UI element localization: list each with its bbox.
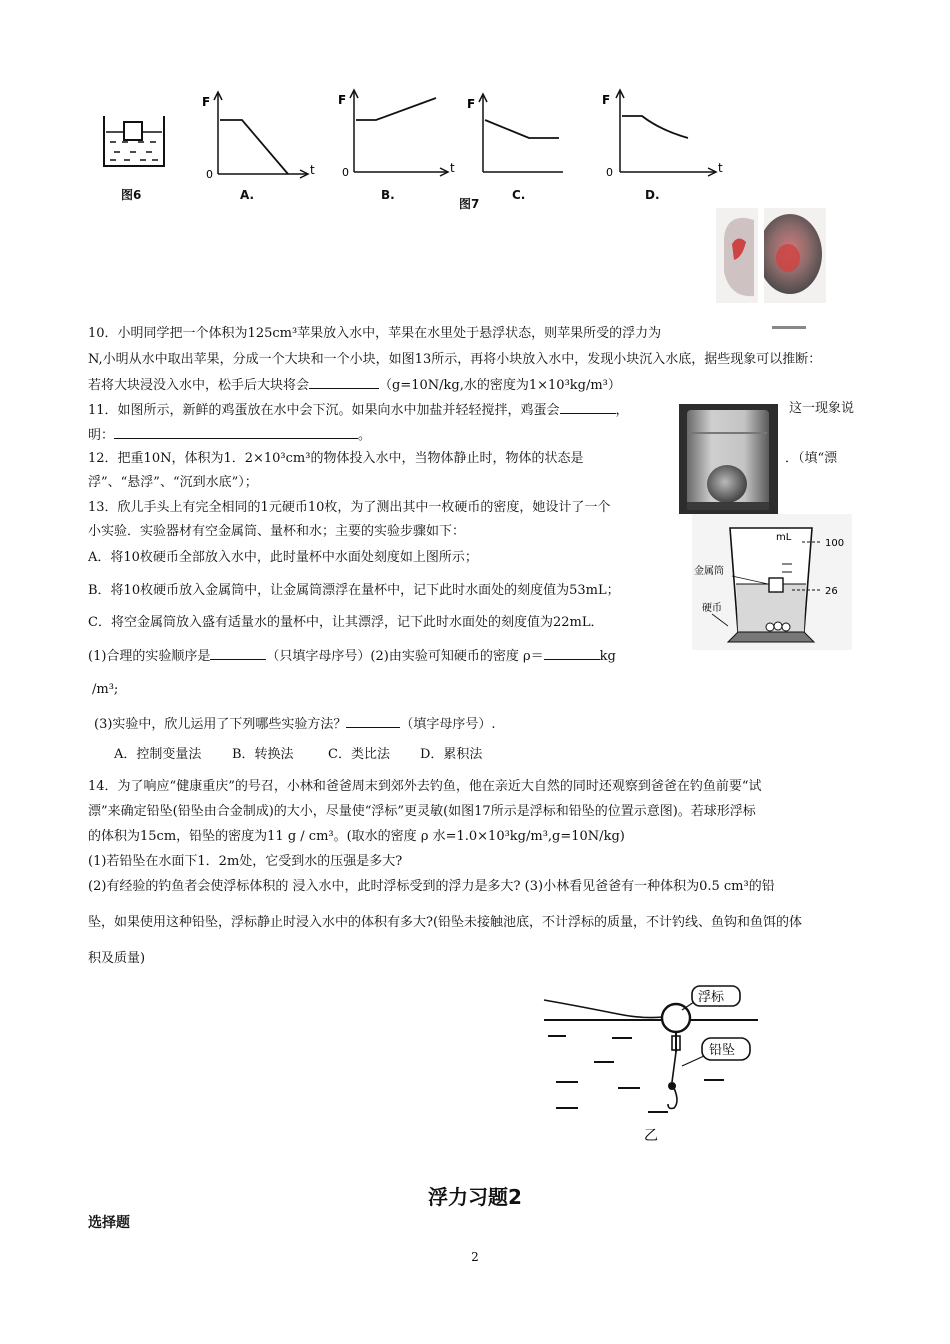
q13-sub3 [94, 714, 496, 734]
float-figure-caption: 乙 [644, 1128, 658, 1143]
graph-d-origin: 0 [606, 166, 613, 179]
q11-line1 [88, 400, 629, 420]
q14-part3: 坠，如果使用这种铅坠，浮标静止时浸入水中的体积有多大?(铅坠未接触池底，不计浮标的质量，不计钓线、鱼钩和鱼饵的体 [88, 915, 803, 930]
apple-photo [716, 208, 826, 303]
graph-a-f: F [202, 95, 211, 109]
q10-line3-text: 若将大块浸没入水中，松手后大块将会 [88, 378, 310, 393]
weight-label: 铅坠 [709, 1043, 736, 1058]
q14-line2: 漂”来确定铅坠(铅坠由合金制成)的大小，尽量使“浮标”更灵敏(如图17所示是浮标和铅坠的位置示意图)。若球形浮标 [88, 804, 756, 819]
q13-order-blank[interactable] [210, 646, 266, 660]
q11-line2-end: 。 [358, 428, 372, 443]
graph-b-t: t [450, 161, 455, 175]
cup-label-tube: 金属筒 [694, 566, 724, 577]
cup-label-coin: 硬币 [702, 603, 722, 614]
q13-choice-b: B．转换法 [232, 747, 294, 762]
q13-density-blank[interactable] [544, 646, 600, 660]
q13-sub3-text: (3)实验中，欣儿运用了下列哪些实验方法？ [94, 717, 347, 732]
q13-sub1-unit-cont: /m³; [92, 682, 119, 697]
q12-line2: 浮”、“悬浮”、“沉到水底”）； [88, 475, 258, 490]
q13-choice-c: C．类比法 [328, 747, 390, 762]
q14-part2: (2)有经验的钓鱼者会使浮标体积的 浸入水中，此时浮标受到的浮力是多大? (3)小林看见爸爸有一种体积为0.5 cm³的铅 [88, 879, 775, 894]
q13-line2: 小实验．实验器材有空金属筒、量杯和水；主要的实验步骤如下： [88, 524, 466, 539]
figure7-label: 图7 [459, 197, 480, 211]
figure6-label: 图6 [121, 188, 142, 202]
figure7-graph-a [200, 88, 320, 183]
q13-sub1 [88, 646, 616, 666]
q11-line1-tail: 这一现象说 [789, 401, 855, 416]
q14-line1: 14．为了响应“健康重庆”的号召，小林和爸爸周末到郊外去钓鱼，他在亲近大自然的同时还观察到爸爸在钓鱼前要“试 [88, 779, 762, 794]
figure6-beaker [100, 112, 170, 172]
q11-line2-text: 明： [88, 428, 115, 443]
q13-line1: 13．欣儿手头上有完全相同的1元硬币10枚，为了测出其中一枚硬币的密度，她设计了一个 [88, 500, 611, 515]
q14-line3: 的体积为15cm，铅坠的密度为11 g / cm³。(取水的密度 ρ 水=1.0×10³kg/m³,g=10N/kg) [88, 829, 625, 844]
q13-method-blank[interactable] [346, 714, 400, 728]
q11-answer-blank-2[interactable] [114, 425, 358, 439]
fishing-float-figure [508, 978, 768, 1143]
apple-photo-shadow [772, 326, 806, 329]
q10-line1: 10．小明同学把一个体积为125cm³苹果放入水中，苹果在水里处于悬浮状态，则苹果所受的浮力为 [88, 326, 662, 341]
graph-a-origin: 0 [206, 168, 213, 181]
graph-a-t: t [310, 163, 315, 177]
section-title: 浮力习题2 [428, 1185, 522, 1209]
q11-line2 [88, 425, 371, 445]
float-label: 浮标 [698, 990, 725, 1005]
graph-d-label: D. [645, 188, 660, 202]
figure7-graph-c [465, 90, 575, 180]
q10-answer-blank[interactable] [309, 375, 379, 389]
graph-b-origin: 0 [342, 166, 349, 179]
graph-c-f: F [467, 97, 476, 111]
q10-line3-note: （g=10N/kg,水的密度为1×10³kg/m³） [379, 378, 621, 393]
q13-sub1-text: (1)合理的实验顺序是 [88, 649, 211, 664]
cup-unit: mL [776, 532, 792, 543]
q10-line3 [88, 375, 621, 395]
q10-line2: N,小明从水中取出苹果，分成一个大块和一个小块，如图13所示，再将小块放入水中，发现小块沉入水底，据些现象可以推断： [88, 352, 822, 367]
graph-b-label: B. [381, 188, 395, 202]
egg-beaker-photo [679, 404, 778, 514]
q13-choice-a: A．控制变量法 [114, 747, 202, 762]
figure7-graph-b [336, 86, 461, 181]
figure7-graph-d [600, 86, 730, 181]
measuring-cup-figure [692, 514, 852, 650]
cup-mark-26: 26 [825, 586, 838, 597]
graph-b-f: F [338, 93, 347, 107]
q11-line1-text: 11．如图所示，新鲜的鸡蛋放在水中会下沉。如果向水中加盐并轻轻搅拌，鸡蛋会 [88, 403, 560, 418]
q12-line1: 12．把重10N，体积为1．2×10³cm³的物体投入水中，当物体静止时，物体的状态是 [88, 451, 584, 466]
q13-step-b: B．将10枚硬币放入金属筒中，让金属筒漂浮在量杯中，记下此时水面处的刻度值为53mL； [88, 583, 620, 598]
q14-part1: (1)若铅坠在水面下1．2m处，它受到水的压强是多大? [88, 854, 403, 869]
page-number: 2 [471, 1250, 479, 1264]
q11-line1-comma: ， [615, 403, 629, 418]
graph-a-label: A. [240, 188, 255, 202]
q13-sub2-text: （只填字母序号）(2)由实验可知硬币的密度 ρ＝ [266, 649, 544, 664]
q11-answer-blank-1[interactable] [560, 400, 616, 414]
section-subtitle: 选择题 [88, 1215, 130, 1231]
q12-line1-tail: ．（填“漂 [785, 451, 838, 466]
graph-d-t: t [718, 161, 723, 175]
q13-sub2-unit: kg [599, 649, 616, 664]
cup-mark-100: 100 [825, 538, 845, 549]
q14-part4: 积及质量) [88, 951, 146, 966]
q13-step-c: C．将空金属筒放入盛有适量水的量杯中，让其漂浮，记下此时水面处的刻度值为22mL． [88, 615, 604, 630]
q13-step-a: A．将10枚硬币全部放入水中，此时量杯中水面处刻度如上图所示； [88, 550, 478, 565]
q13-choice-d: D．累积法 [420, 747, 483, 762]
graph-d-f: F [602, 93, 611, 107]
graph-c-label: C. [512, 188, 526, 202]
q13-sub3-note: （填字母序号）. [400, 717, 496, 732]
